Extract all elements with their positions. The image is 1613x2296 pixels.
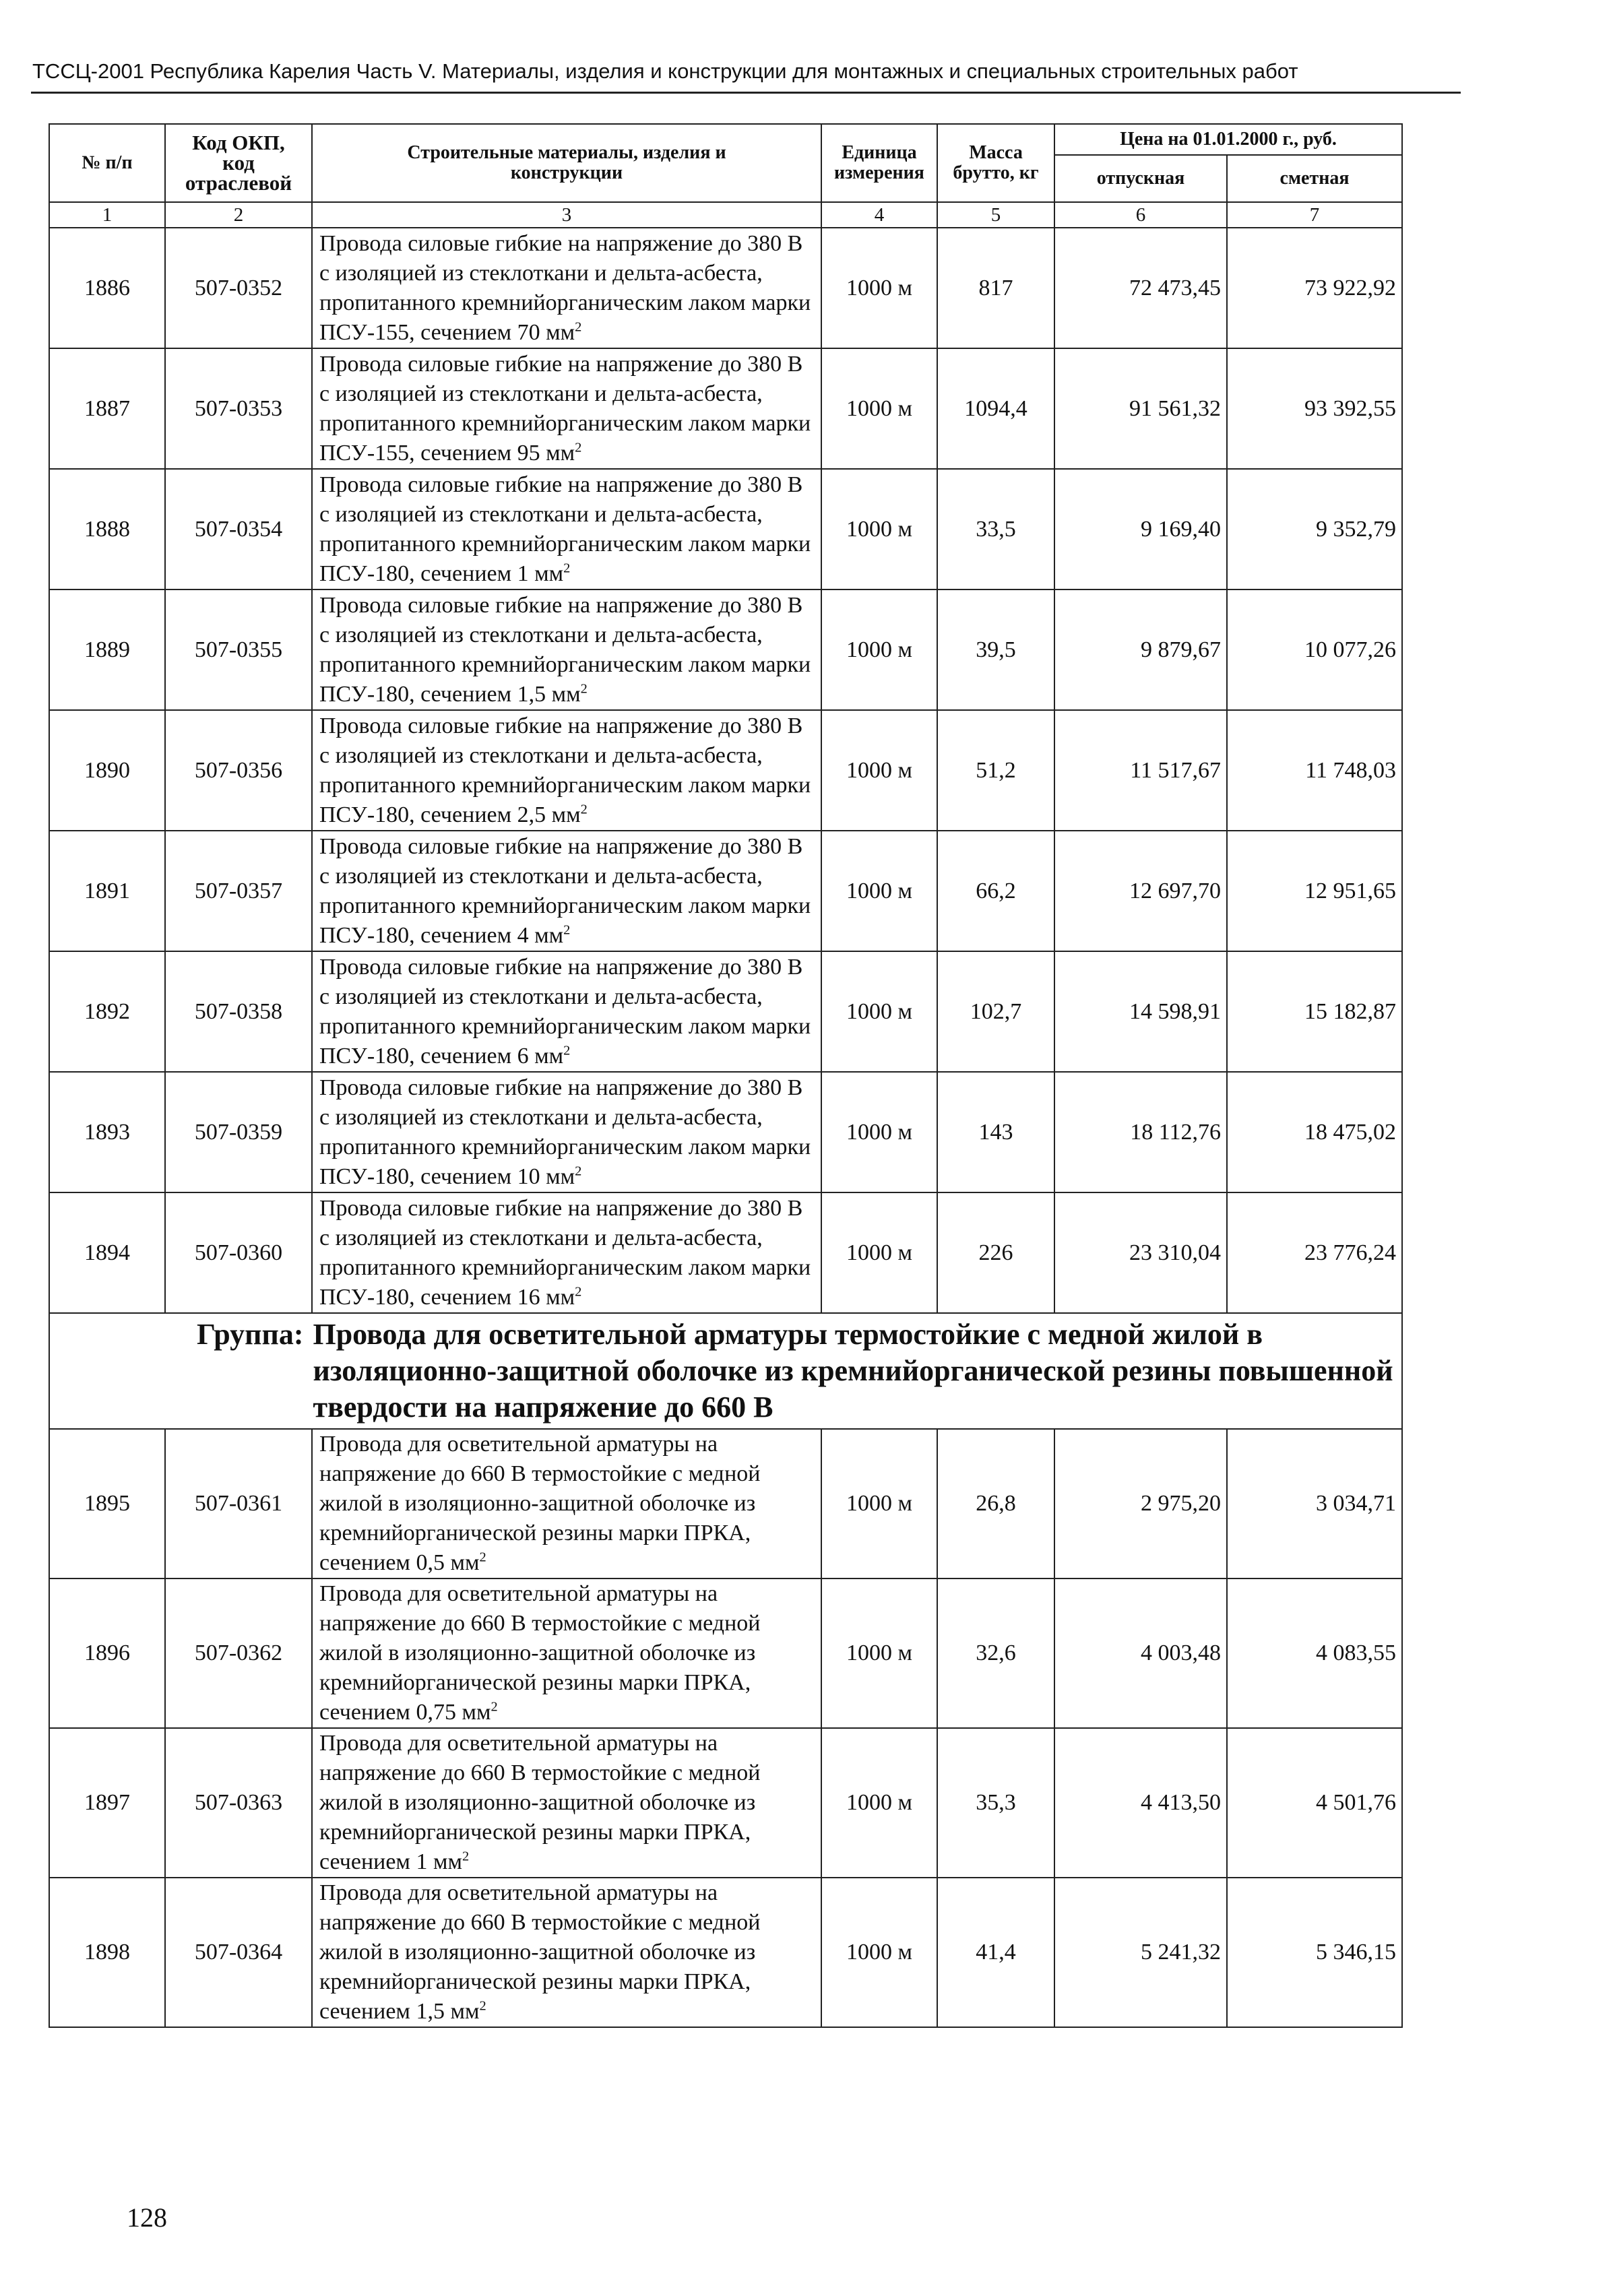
table-row	[49, 589, 1402, 710]
gross-mass: 66,2	[937, 831, 1054, 951]
header-divider	[31, 92, 1461, 94]
estimate-price: 10 077,26	[1227, 589, 1402, 710]
unit-exponent: 2	[580, 681, 588, 697]
column-number: 6	[1054, 202, 1227, 228]
okp-code: 507-0363	[165, 1728, 312, 1878]
item-description	[312, 589, 821, 710]
description-text: Провода для осветительной арматуры на напряжение до 660 В термостойкие с медной жилой в изоляционно-защитной оболочке из кремнийорганической резины марки ПРКА, сечением 0,5 мм	[319, 1432, 761, 1575]
table-row	[49, 1878, 1402, 2027]
estimate-price: 12 951,65	[1227, 831, 1402, 951]
description-text: Провода для осветительной арматуры на напряжение до 660 В термостойкие с медной жилой в изоляционно-защитной оболочке из кремнийорганической резины марки ПРКА, сечением 0,75 мм	[319, 1581, 761, 1725]
column-number: 1	[49, 202, 165, 228]
column-number: 5	[937, 202, 1054, 228]
unit-exponent: 2	[575, 319, 582, 335]
estimate-price: 93 392,55	[1227, 348, 1402, 469]
item-description	[312, 1728, 821, 1878]
item-description	[312, 1878, 821, 2027]
table-row	[49, 1429, 1402, 1578]
table-row	[49, 1072, 1402, 1192]
row-number: 1891	[49, 831, 165, 951]
unit: 1000 м	[821, 469, 937, 589]
gross-mass: 35,3	[937, 1728, 1054, 1878]
group-row	[49, 1313, 1402, 1429]
header-price-estimate: сметная	[1227, 155, 1402, 202]
description-text: Провода силовые гибкие на напряжение до 380 В с изоляцией из стеклоткани и дельта-асбеста, пропитанного кремнийорганическим лаком марки ПСУ-180, сечением 2,5 мм	[319, 713, 811, 827]
unit: 1000 м	[821, 1072, 937, 1192]
row-number: 1887	[49, 348, 165, 469]
unit-exponent: 2	[575, 1284, 582, 1300]
header-mass: Масса брутто, кг	[937, 124, 1054, 202]
description-text: Провода силовые гибкие на напряжение до 380 В с изоляцией из стеклоткани и дельта-асбеста, пропитанного кремнийорганическим лаком марки ПСУ-180, сечением 10 мм	[319, 1075, 811, 1189]
table-body-lighting-wires	[49, 1429, 1402, 2027]
row-number: 1890	[49, 710, 165, 831]
page-header: ТССЦ-2001 Республика Карелия Часть V. Материалы, изделия и конструкции для монтажных и специальных строительных работ	[32, 59, 1298, 83]
table-row	[49, 1192, 1402, 1313]
gross-mass: 1094,4	[937, 348, 1054, 469]
gross-mass: 39,5	[937, 589, 1054, 710]
column-number: 4	[821, 202, 937, 228]
okp-code: 507-0358	[165, 951, 312, 1072]
description-text: Провода силовые гибкие на напряжение до 380 В с изоляцией из стеклоткани и дельта-асбеста, пропитанного кремнийорганическим лаком марки ПСУ-155, сечением 70 мм	[319, 230, 811, 345]
row-number: 1892	[49, 951, 165, 1072]
release-price: 72 473,45	[1054, 228, 1227, 348]
gross-mass: 226	[937, 1192, 1054, 1313]
header-code-line1: Код ОКП,	[192, 131, 285, 154]
item-description	[312, 469, 821, 589]
gross-mass: 51,2	[937, 710, 1054, 831]
item-description	[312, 1429, 821, 1578]
gross-mass: 102,7	[937, 951, 1054, 1072]
gross-mass: 33,5	[937, 469, 1054, 589]
gross-mass: 143	[937, 1072, 1054, 1192]
item-description	[312, 951, 821, 1072]
unit: 1000 м	[821, 951, 937, 1072]
unit: 1000 м	[821, 710, 937, 831]
table-row	[49, 831, 1402, 951]
description-text: Провода силовые гибкие на напряжение до 380 В с изоляцией из стеклоткани и дельта-асбеста, пропитанного кремнийорганическим лаком марки ПСУ-155, сечением 95 мм	[319, 351, 811, 466]
estimate-price: 18 475,02	[1227, 1072, 1402, 1192]
unit: 1000 м	[821, 1578, 937, 1728]
estimate-price: 15 182,87	[1227, 951, 1402, 1072]
row-number: 1895	[49, 1429, 165, 1578]
unit: 1000 м	[821, 1192, 937, 1313]
release-price: 9 169,40	[1054, 469, 1227, 589]
gross-mass: 817	[937, 228, 1054, 348]
unit: 1000 м	[821, 589, 937, 710]
description-text: Провода силовые гибкие на напряжение до 380 В с изоляцией из стеклоткани и дельта-асбеста, пропитанного кремнийорганическим лаком марки ПСУ-180, сечением 1,5 мм	[319, 592, 811, 707]
header-code-line3: отраслевой	[185, 171, 292, 195]
release-price: 5 241,32	[1054, 1878, 1227, 2027]
gross-mass: 32,6	[937, 1578, 1054, 1728]
unit-exponent: 2	[580, 802, 588, 817]
item-description	[312, 710, 821, 831]
release-price: 12 697,70	[1054, 831, 1227, 951]
row-number: 1888	[49, 469, 165, 589]
header-num: № п/п	[49, 124, 165, 202]
header-unit: Единица измерения	[821, 124, 937, 202]
column-number: 7	[1227, 202, 1402, 228]
okp-code: 507-0353	[165, 348, 312, 469]
release-price: 91 561,32	[1054, 348, 1227, 469]
estimate-price: 73 922,92	[1227, 228, 1402, 348]
item-description	[312, 348, 821, 469]
row-number: 1889	[49, 589, 165, 710]
estimate-price: 9 352,79	[1227, 469, 1402, 589]
okp-code: 507-0357	[165, 831, 312, 951]
table-row	[49, 228, 1402, 348]
table-row	[49, 469, 1402, 589]
unit: 1000 м	[821, 1728, 937, 1878]
item-description	[312, 1578, 821, 1728]
release-price: 18 112,76	[1054, 1072, 1227, 1192]
group-label: Группа:	[197, 1318, 304, 1351]
unit: 1000 м	[821, 831, 937, 951]
description-text: Провода силовые гибкие на напряжение до 380 В с изоляцией из стеклоткани и дельта-асбеста, пропитанного кремнийорганическим лаком марки ПСУ-180, сечением 16 мм	[319, 1195, 811, 1310]
estimate-price: 3 034,71	[1227, 1429, 1402, 1578]
unit-exponent: 2	[491, 1699, 498, 1715]
estimate-price: 4 083,55	[1227, 1578, 1402, 1728]
release-price: 23 310,04	[1054, 1192, 1227, 1313]
release-price: 9 879,67	[1054, 589, 1227, 710]
page-number: 128	[127, 2202, 167, 2233]
item-description	[312, 831, 821, 951]
group-cell	[49, 1313, 1402, 1429]
row-number: 1886	[49, 228, 165, 348]
okp-code: 507-0359	[165, 1072, 312, 1192]
unit-exponent: 2	[563, 922, 571, 938]
release-price: 4 413,50	[1054, 1728, 1227, 1878]
unit-exponent: 2	[575, 440, 582, 455]
gross-mass: 41,4	[937, 1878, 1054, 2027]
column-number: 3	[312, 202, 821, 228]
unit-exponent: 2	[575, 1163, 582, 1179]
release-price: 14 598,91	[1054, 951, 1227, 1072]
column-number-row	[49, 202, 1402, 228]
row-number: 1894	[49, 1192, 165, 1313]
estimate-price: 5 346,15	[1227, 1878, 1402, 2027]
unit: 1000 м	[821, 1878, 937, 2027]
unit: 1000 м	[821, 1429, 937, 1578]
price-table	[49, 123, 1403, 2028]
description-text: Провода для осветительной арматуры на напряжение до 660 В термостойкие с медной жилой в изоляционно-защитной оболочке из кремнийорганической резины марки ПРКА, сечением 1 мм	[319, 1731, 761, 1874]
table-row	[49, 1578, 1402, 1728]
unit: 1000 м	[821, 348, 937, 469]
group-title: Провода для осветительной арматуры термостойкие с медной жилой в изоляционно-защитной оболочке из кремнийорганической резины повышенной твердости на напряжение до 660 В	[313, 1318, 1393, 1424]
okp-code: 507-0355	[165, 589, 312, 710]
description-text: Провода для осветительной арматуры на напряжение до 660 В термостойкие с медной жилой в изоляционно-защитной оболочке из кремнийорганической резины марки ПРКА, сечением 1,5 мм	[319, 1880, 761, 2024]
unit-exponent: 2	[563, 1043, 571, 1058]
table-row	[49, 1728, 1402, 1878]
estimate-price: 4 501,76	[1227, 1728, 1402, 1878]
row-number: 1896	[49, 1578, 165, 1728]
unit: 1000 м	[821, 228, 937, 348]
okp-code: 507-0362	[165, 1578, 312, 1728]
header-code	[165, 124, 312, 202]
unit-exponent: 2	[479, 1550, 486, 1565]
okp-code: 507-0356	[165, 710, 312, 831]
okp-code: 507-0352	[165, 228, 312, 348]
row-number: 1893	[49, 1072, 165, 1192]
release-price: 4 003,48	[1054, 1578, 1227, 1728]
table-row	[49, 710, 1402, 831]
okp-code: 507-0354	[165, 469, 312, 589]
row-number: 1898	[49, 1878, 165, 2027]
header-price-group: Цена на 01.01.2000 г., руб.	[1054, 124, 1402, 155]
description-text: Провода силовые гибкие на напряжение до 380 В с изоляцией из стеклоткани и дельта-асбеста, пропитанного кремнийорганическим лаком марки ПСУ-180, сечением 1 мм	[319, 472, 811, 586]
header-row-1	[49, 124, 1402, 155]
table-row	[49, 348, 1402, 469]
table-body-cables	[49, 228, 1402, 1313]
unit-exponent: 2	[563, 561, 571, 576]
gross-mass: 26,8	[937, 1429, 1054, 1578]
description-text: Провода силовые гибкие на напряжение до 380 В с изоляцией из стеклоткани и дельта-асбеста, пропитанного кремнийорганическим лаком марки ПСУ-180, сечением 4 мм	[319, 833, 811, 948]
release-price: 11 517,67	[1054, 710, 1227, 831]
okp-code: 507-0360	[165, 1192, 312, 1313]
okp-code: 507-0361	[165, 1429, 312, 1578]
estimate-price: 11 748,03	[1227, 710, 1402, 831]
estimate-price: 23 776,24	[1227, 1192, 1402, 1313]
description-text: Провода силовые гибкие на напряжение до 380 В с изоляцией из стеклоткани и дельта-асбеста, пропитанного кремнийорганическим лаком марки ПСУ-180, сечением 6 мм	[319, 954, 811, 1069]
item-description	[312, 1192, 821, 1313]
column-number: 2	[165, 202, 312, 228]
header-price-release: отпускная	[1054, 155, 1227, 202]
unit-exponent: 2	[462, 1849, 470, 1864]
item-description	[312, 1072, 821, 1192]
header-name: Строительные материалы, изделия и конструкции	[312, 124, 821, 202]
okp-code: 507-0364	[165, 1878, 312, 2027]
table-row	[49, 951, 1402, 1072]
row-number: 1897	[49, 1728, 165, 1878]
release-price: 2 975,20	[1054, 1429, 1227, 1578]
group-section	[49, 1313, 1402, 1429]
header-code-line2: код	[222, 151, 255, 174]
item-description	[312, 228, 821, 348]
unit-exponent: 2	[479, 1998, 486, 2014]
